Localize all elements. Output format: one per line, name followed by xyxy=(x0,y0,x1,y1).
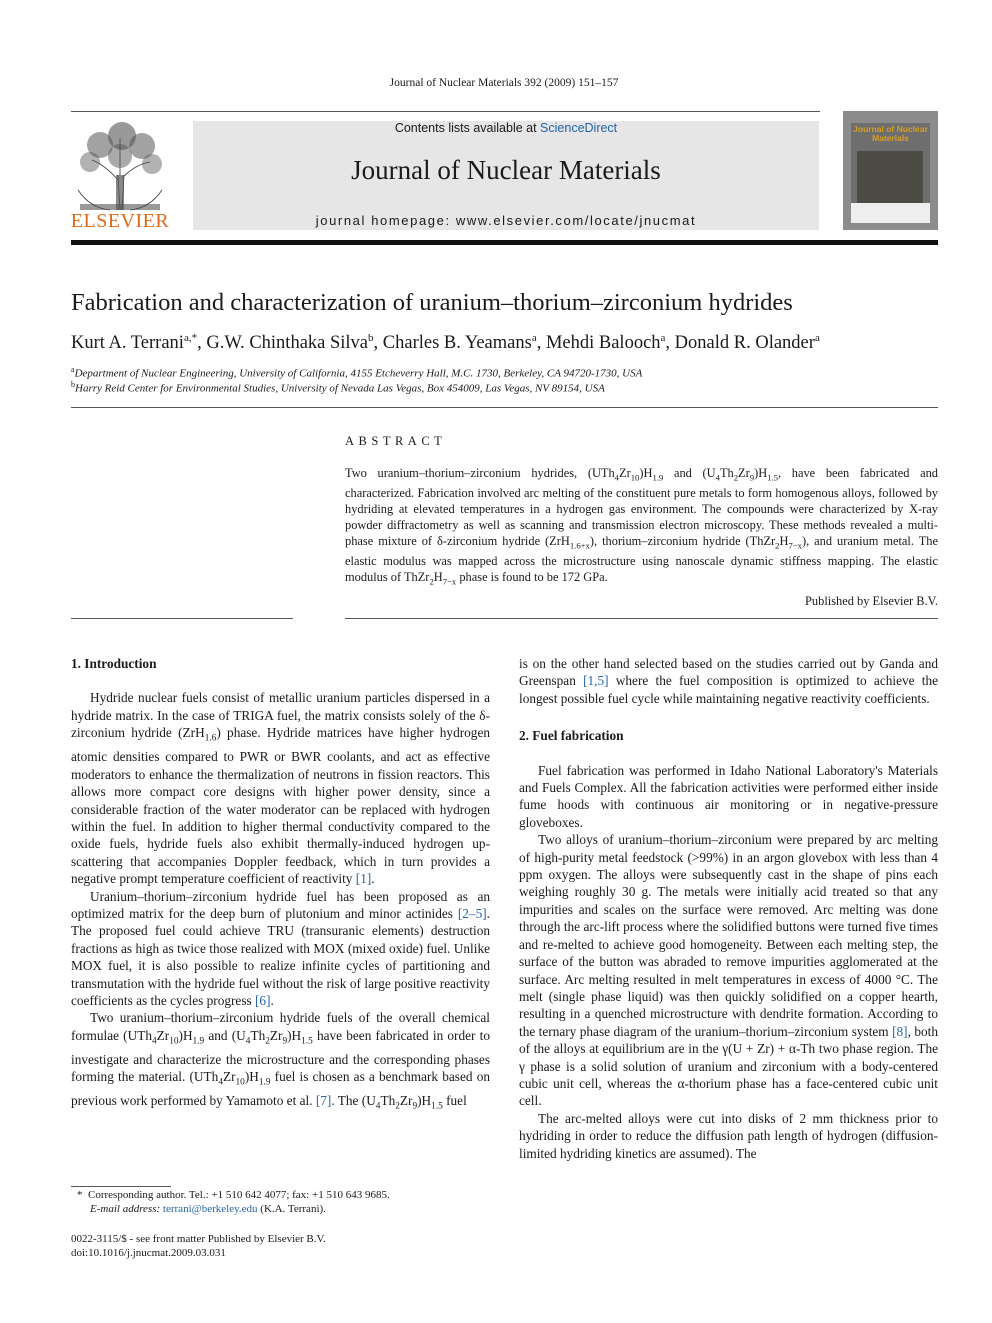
author-sup: b xyxy=(368,332,374,344)
author-list: Kurt A. Terrani$^{a,*}$, G.W. Chinthaka Silva$^b$, Charles B. Yeamans$^a$, Mehdi Balooch$^a$, Donald R. Olander$^a$ xyxy=(71,332,820,354)
affiliation-text: Harry Reid Center for Environmental Studies, University of Nevada Las Vegas, Box 454009, Las Vegas, NV 89154, USA xyxy=(75,382,605,395)
journal-citation: Journal of Nuclear Materials 392 (2009) 151–157 xyxy=(389,77,619,89)
body-column-right xyxy=(519,655,938,1162)
abstract-rule-left xyxy=(71,618,293,619)
affiliation-sup: b xyxy=(71,380,75,389)
author-name: Charles B. Yeamans xyxy=(382,333,532,354)
abstract-heading: ABSTRACT xyxy=(345,434,447,448)
body-paragraph: Uranium–thorium–zirconium hydride fuel has been proposed as an optimized matrix for the deep burn of plutonium and minor actinides [2–5]. The proposed fuel could achieve TRU (transuranic elements) destruction fractions as high as twice those realized with MOX (mixed oxide) fuel. Unlike MOX fuel, it is also possible to realize infinite cycles of partitioning and transmutation with the hydride fuel without the risk of large positive reactivity coefficients as the cycles progress [6]. xyxy=(71,888,490,1008)
sciencedirect-link[interactable]: ScienceDirect xyxy=(540,121,618,135)
body-paragraph: Two alloys of uranium–thorium–zirconium were prepared by arc melting of high-purity metal feedstock (>99%) in an argon glovebox with less than 4 ppm oxygen. The alloys were subsequently cast in the shape of pins each weighing roughly 30 g. The metals were initially acid treated so that any impurities and scales on the surface were removed. Arc melting was done through the arc-lift process where the solidified buttons were turned five times and re-melted to achieve good homogeneity. Between each melting step, the surface of the button was abraded to remove impurities agglomerated at the surface. Arc melting resulted in melt temperatures in excess of 4000 °C. The melt (single phase liquid) was then quickly solidified on a copper hearth, resulting in a quenched microstructure with dendrite formation. According to the ternary phase diagram of the uranium–thorium–zirconium system [8], both of the alloys at equilibrium are in the γ(U + Zr) + α-Th two phase region. The γ phase is a solid solution of uranium and zirconium with a body-centered cubic unit cell, whereas the α-thorium phase has a face-centered cubic unit cell. xyxy=(519,832,938,1109)
email-label: E-mail address: xyxy=(90,1203,161,1215)
author-sup: a xyxy=(814,332,820,344)
affiliation-b xyxy=(71,380,941,395)
contents-line xyxy=(193,121,819,135)
journal-cover-image xyxy=(843,111,938,230)
footnote-rule xyxy=(71,1186,171,1187)
article-title: Fabrication and characterization of uranium–thorium–zirconium hydrides xyxy=(71,289,793,316)
affiliation-a xyxy=(71,365,941,380)
journal-homepage[interactable]: journal homepage: www.elsevier.com/locate/jnucmat xyxy=(315,213,697,228)
author-name: Mehdi Balooch xyxy=(545,333,661,354)
author-sup: a,* xyxy=(183,332,198,344)
email-link[interactable]: terrani@berkeley.edu xyxy=(162,1203,258,1215)
abstract-published: Published by Elsevier B.V. xyxy=(805,594,938,608)
body-paragraph: The arc-melted alloys were cut into disks of 2 mm thickness prior to hydriding in order to reduce the diffusion path length of hydrogen (diffusion-limited hydriding kinetics are assumed). The xyxy=(519,1110,938,1161)
section-heading-introduction: 1. Introduction xyxy=(71,656,157,671)
author-name: Kurt A. Terrani xyxy=(71,333,184,354)
author-sup: a xyxy=(660,332,666,344)
issn-line: 0022-3115/$ - see front matter Published by Elsevier B.V. xyxy=(71,1233,326,1245)
cover-title: Journal of Nuclear Materials xyxy=(853,124,928,143)
doi-line[interactable]: doi:10.1016/j.jnucmat.2009.03.031 xyxy=(71,1247,226,1259)
journal-title: Journal of Nuclear Materials xyxy=(351,155,661,185)
section-rule xyxy=(71,407,938,408)
front-matter-info xyxy=(71,1232,326,1260)
header-thick-rule xyxy=(71,240,938,245)
elsevier-wordmark: ELSEVIER xyxy=(70,210,170,232)
body-column-left xyxy=(71,655,490,1116)
footnote: * Corresponding author. Tel.: +1 510 642 4077; fax: +1 510 643 9685. E-mail address: terrani@berkeley.edu (K.A. Terrani). xyxy=(77,1189,390,1215)
email-owner: (K.A. Terrani). xyxy=(260,1203,326,1215)
body-paragraph: Fuel fabrication was performed in Idaho National Laboratory's Materials and Fuels Complex. All the fabrication activities were performed either inside fume hoods with continuous air monitoring or in negative-pressure gloveboxes. xyxy=(519,762,938,830)
affiliation-text: Department of Nuclear Engineering, University of California, 4155 Etcheverry Hall, M.C. 1730, Berkeley, CA 94720-1730, USA xyxy=(74,367,643,380)
contents-prefix: Contents lists available at xyxy=(394,121,541,135)
header-rule xyxy=(71,111,820,112)
section-heading-fuel-fabrication: 2. Fuel fabrication xyxy=(519,728,624,744)
body-paragraph: Hydride nuclear fuels consist of metallic uranium particles dispersed in a hydride matrix. In the case of TRIGA fuel, the matrix consists solely of the δ-zirconium hydride (ZrH$_{1.6}$) phase. Hydride matrices have higher hydrogen atomic densities compared to PWR or BWR coolants, and act as effective moderators to enhance the thermalization of neutrons in fission reactors. This allows more compact core designs with higher power density, since a considerable fraction of the water moderator can be replaced with hydrogen within the fuel. In addition to higher thermal conductivity compared to the oxide fuels, hydride fuels also exhibit thermally-induced hydrogen up-scattering that accompanies Doppler feedback, which in turn provides a negative prompt temperature coefficient of reactivity [1]. xyxy=(71,690,491,887)
body-paragraph: is on the other hand selected based on the studies carried out by Ganda and Greenspan [1,5] where the fuel composition is optimized to achieve the longest possible fuel cycle while maintaining negative reactivity coefficients. xyxy=(519,656,938,706)
author-name: G.W. Chinthaka Silva xyxy=(206,333,369,354)
affiliation-sup: a xyxy=(71,365,75,374)
author-sup: a xyxy=(531,332,537,344)
corresponding-author-note: Corresponding author. Tel.: +1 510 642 4077; fax: +1 510 643 9685. xyxy=(88,1189,390,1201)
abstract-text: Two uranium–thorium–zirconium hydrides, $(UTh_4Zr_{10})H_{1.9}$ and $(U_4Th_2Zr_9)H_{1.5}$, have been fabricated and characterized. Fabrication involved arc melting of the constituent pure metals to form homogenous alloys, followed by hydriding at elevated temperatures in a hydrogen gas environment. The compounds were characterized by X-ray powder diffractometry as well as scanning and transmission electron microscopy. These methods revealed a multi-phase mixture of δ-zirconium hydride (ZrH$_{1.6+x}$), thorium–zirconium hydride $(ThZr_2H_{7-x})$, and uranium metal. The elastic modulus was mapped across the microstructure using nanoscale dynamic stiffness mapping. The elastic modulus of $ThZr_2H_{7-x}$ phase is found to be 172 GPa. xyxy=(345,466,939,587)
body-paragraph: Two uranium–thorium–zirconium hydride fuels of the overall chemical formulae $(UTh_4Zr_{10})H_{1.9}$ and $(U_4Th_2Zr_9)H_{1.5}$ have been fabricated in order to investigate and characterize the microstructure and the corresponding phases forming the material. $(UTh_4Zr_{10})H_{1.9}$ fuel is chosen as a benchmark based on previous work performed by Yamamoto et al. [7]. The $(U_4Th_2Zr_9)H_{1.5}$ fuel xyxy=(71,1010,490,1112)
abstract-rule-right xyxy=(345,618,938,619)
author-name: Donald R. Olander xyxy=(674,333,815,354)
